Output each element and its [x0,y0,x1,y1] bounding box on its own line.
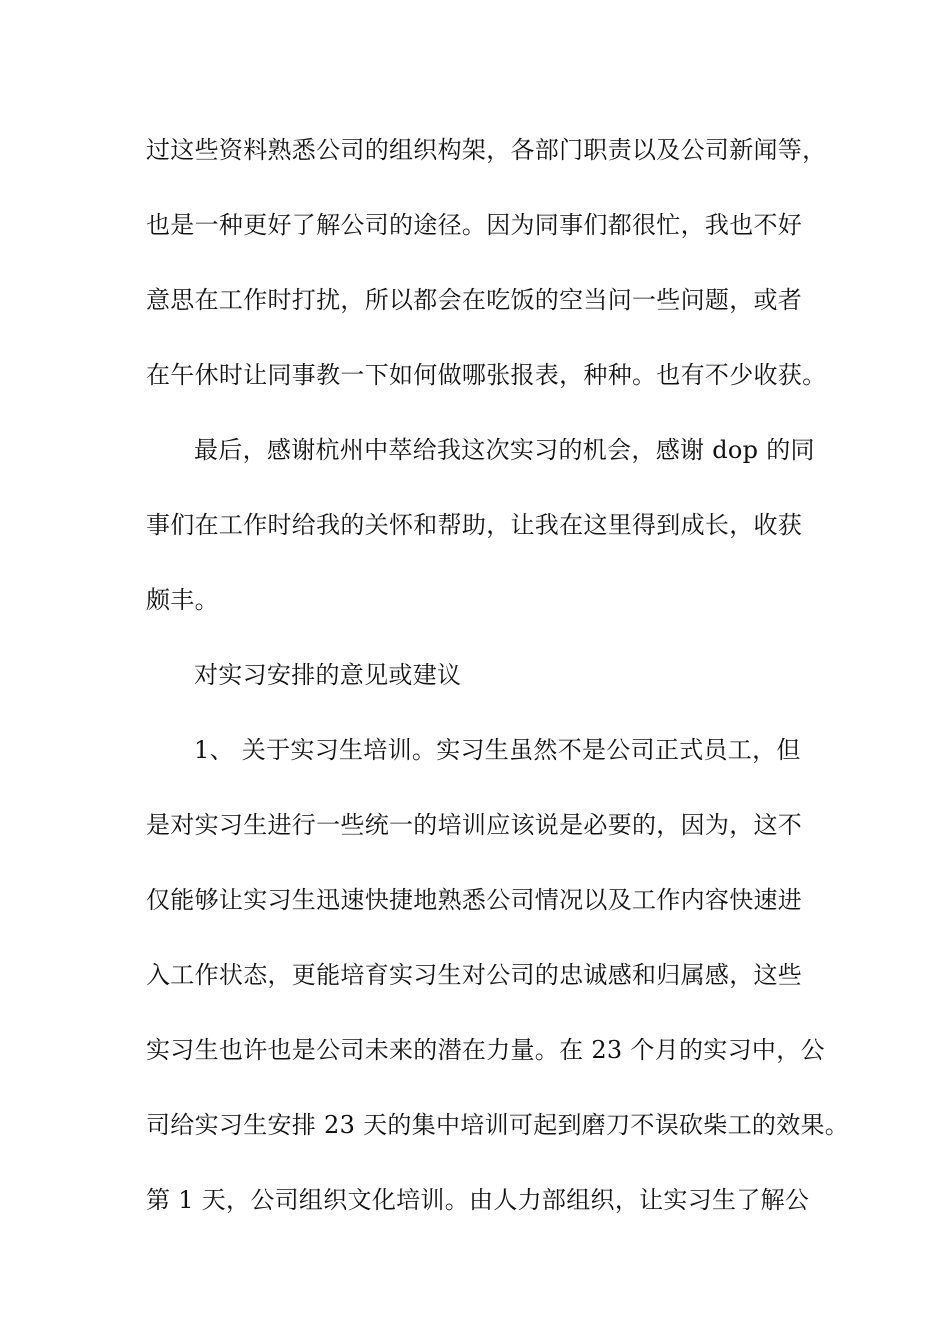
section-heading: 对实习安排的意见或建议 [194,661,462,689]
paragraph-line: 司给实习生安排 23 天的集中培训可起到磨刀不误砍柴工的效果。 [146,1111,850,1139]
paragraph-line: 颇丰。 [146,586,219,614]
paragraph-line: 意思在工作时打扰，所以都会在吃饭的空当问一些问题，或者 [146,286,803,314]
paragraph-line: 是对实习生进行一些统一的培训应该说是必要的，因为，这不 [146,811,803,839]
paragraph-line: 最后，感谢杭州中萃给我这次实习的机会，感谢 dop 的同 [194,436,815,464]
paragraph-line: 也是一种更好了解公司的途径。因为同事们都很忙，我也不好 [146,211,803,239]
paragraph-line: 仅能够让实习生迅速快捷地熟悉公司情况以及工作内容快速进 [146,886,803,914]
paragraph-line: 过这些资料熟悉公司的组织构架，各部门职责以及公司新闻等， [146,136,827,164]
paragraph-line: 事们在工作时给我的关怀和帮助，让我在这里得到成长，收获 [146,511,803,539]
paragraph-line: 1、 关于实习生培训。实习生虽然不是公司正式员工，但 [194,736,801,764]
paragraph-line: 实习生也许也是公司未来的潜在力量。在 23 个月的实习中，公 [146,1036,825,1064]
paragraph-line: 在午休时让同事教一下如何做哪张报表，种种。也有不少收获。 [146,361,827,389]
paragraph-line: 入工作状态，更能培育实习生对公司的忠诚感和归属感，这些 [146,961,803,989]
paragraph-line: 第 1 天，公司组织文化培训。由人力部组织，让实习生了解公 [146,1186,810,1214]
